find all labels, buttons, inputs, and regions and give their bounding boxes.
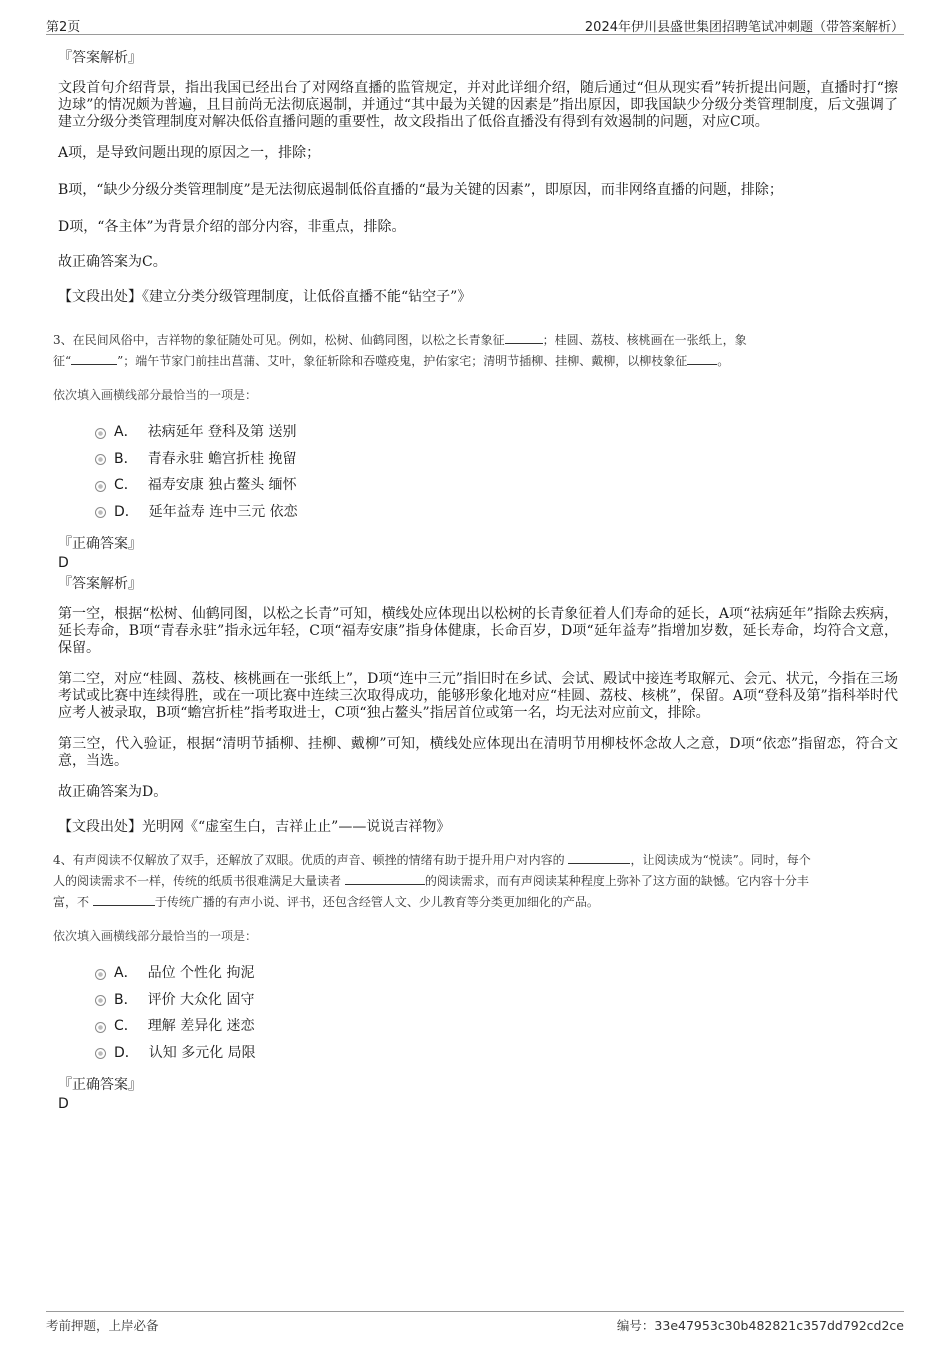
question-text: ；桂圆、荔枝、核桃画在一张纸上，象 xyxy=(542,333,747,347)
analysis-heading: 『答案解析』 xyxy=(58,576,142,592)
radio-icon[interactable] xyxy=(95,507,106,518)
question-text: 于传统广播的有声小说、评书，还包含经管人文、少儿教育等分类更加细化的产品。 xyxy=(154,895,599,909)
option-a[interactable] xyxy=(95,418,898,445)
question-text: ，让阅读成为“悦读”。同时，每个 xyxy=(630,853,811,867)
option-text: 青春永驻 蟾宫折桂 挽留 xyxy=(147,450,297,467)
option-c[interactable] xyxy=(95,471,898,498)
option-text: 品位 个性化 拘泥 xyxy=(147,965,255,982)
document-title: 2024年伊川县盛世集团招聘笔试冲刺题（带答案解析） xyxy=(584,20,904,35)
option-letter: D． xyxy=(114,503,139,520)
question-text: 的阅读需求，而有声阅读某种程度上弥补了这方面的缺憾。它内容十分丰 xyxy=(424,874,809,888)
question-3 xyxy=(53,330,898,836)
source-citation: 【文段出处】《建立分类分级管理制度，让低俗直播不能“钻空子”》 xyxy=(58,289,472,305)
option-letter: C． xyxy=(114,477,138,494)
option-text: 评价 大众化 固守 xyxy=(147,991,255,1008)
option-letter: C． xyxy=(114,1018,138,1035)
question-text: 富，不 xyxy=(53,895,93,909)
document-id: 编号：33e47953c30b482821c357dd792cd2ce xyxy=(616,1318,904,1333)
option-b[interactable] xyxy=(95,986,898,1013)
analysis-paragraph: 文段首句介绍背景，指出我国已经出台了对网络直播的监管规定，并对此详细介绍，随后通过“但从现实看”转折提出问题，直播时打“擦边球”的情况颇为普遍，且目前尚无法彻底遏制，并通过“其中最为关键的因素是”指出原因，即我国缺少分级分类管理制度，后文强调了建立分级分类管理制度对解决低俗直播问题的重要性，故文段指出了低俗直播没有得到有效遏制的问题，对应C项。 xyxy=(58,80,898,130)
question-text: ”；端午节家门前挂出菖蒲、艾叶，象征斩除和吞噬疫鬼，护佑家宅；清明节插柳、挂柳、戴柳，以柳枝象征 xyxy=(117,354,688,368)
answer-blank xyxy=(71,352,117,365)
question-prompt: 依次填入画横线部分最恰当的一项是： xyxy=(53,388,258,402)
option-text: 祛病延年 登科及第 送别 xyxy=(147,424,297,441)
footer-slogan: 考前押题，上岸必备 xyxy=(46,1318,159,1333)
answer-blank xyxy=(505,331,543,344)
answer-blank xyxy=(568,851,630,864)
analysis-paragraph: 第三空，代入验证，根据“清明节插柳、挂柳、戴柳”可知，横线处应体现出在清明节用柳枝怀念故人之意，D项“依恋”指留恋，符合文意，当选。 xyxy=(58,736,898,769)
radio-icon[interactable] xyxy=(95,1048,106,1059)
option-list xyxy=(95,418,898,524)
question-text: 人的阅读需求不一样，传统的纸质书很难满足大量读者 xyxy=(53,874,345,888)
option-text: 福寿安康 独占鳌头 缅怀 xyxy=(147,477,297,494)
analysis-heading: 『答案解析』 xyxy=(58,50,142,66)
option-a[interactable] xyxy=(95,959,898,986)
radio-icon[interactable] xyxy=(95,969,106,980)
option-c[interactable] xyxy=(95,1012,898,1039)
analysis-paragraph: 第二空，对应“桂圆、荔枝、核桃画在一张纸上”，D项“连中三元”指旧时在乡试、会试、殿试中接连考取解元、会元、状元，今指在三场考试或比赛中连续得胜，或在一项比赛中连续三次取得成功，能够形象化地对应“桂圆、荔枝、核桃”，保留。A项“登科及第”指科举时代应考人被录取，B项“蟾宫折桂”指考取进士，C项“独占鳌头”指居首位或第一名，均无法对应前文，排除。 xyxy=(58,671,898,721)
answer-blank xyxy=(345,872,425,885)
question-prompt: 依次填入画横线部分最恰当的一项是： xyxy=(53,929,258,943)
main-content xyxy=(53,48,898,1113)
radio-icon[interactable] xyxy=(95,428,106,439)
question-text: 。 xyxy=(717,354,730,368)
correct-answer: D xyxy=(58,555,69,571)
option-letter: B． xyxy=(114,450,138,467)
option-letter: A． xyxy=(114,424,138,441)
analysis-conclusion: 故正确答案为C。 xyxy=(58,254,167,270)
question-text: 征“ xyxy=(53,354,72,368)
option-letter: D． xyxy=(114,1044,139,1061)
option-b[interactable] xyxy=(95,445,898,472)
option-text: 理解 差异化 迷恋 xyxy=(147,1018,255,1035)
answer-heading: 『正确答案』 xyxy=(58,1077,142,1093)
option-text: 认知 多元化 局限 xyxy=(148,1044,256,1061)
radio-icon[interactable] xyxy=(95,481,106,492)
option-d[interactable] xyxy=(95,1039,898,1066)
analysis-paragraph: 第一空，根据“松树、仙鹤同图，以松之长青”可知，横线处应体现出以松树的长青象征着人们寿命的延长，A项“祛病延年”指除去疾病，延长寿命，B项“青春永驻”指永远年轻，C项“福寿安康”指身体健康，长命百岁，D项“延年益寿”指增加岁数，延长寿命，均符合文意，保留。 xyxy=(58,606,898,656)
option-d[interactable] xyxy=(95,498,898,525)
analysis-paragraph: B项，“缺少分级分类管理制度”是无法彻底遏制低俗直播的“最为关键的因素”，即原因，而非网络直播的问题，排除； xyxy=(58,182,783,198)
question-text: 4、有声阅读不仅解放了双手，还解放了双眼。优质的声音、顿挫的情绪有助于提升用户对内容的 xyxy=(53,853,569,867)
correct-answer: D xyxy=(58,1096,69,1112)
answer-blank xyxy=(687,352,717,365)
analysis-conclusion: 故正确答案为D。 xyxy=(58,784,168,800)
analysis-paragraph: A项，是导致问题出现的原因之一，排除； xyxy=(58,145,321,161)
option-text: 延年益寿 连中三元 依恋 xyxy=(148,503,298,520)
option-list xyxy=(95,959,898,1065)
question-stem xyxy=(53,850,898,913)
answer-heading: 『正确答案』 xyxy=(58,536,142,552)
radio-icon[interactable] xyxy=(95,995,106,1006)
option-letter: A． xyxy=(114,965,138,982)
question-stem xyxy=(53,330,898,372)
radio-icon[interactable] xyxy=(95,454,106,465)
page-footer xyxy=(46,1311,904,1336)
page-header xyxy=(46,14,904,35)
option-letter: B． xyxy=(114,991,138,1008)
radio-icon[interactable] xyxy=(95,1022,106,1033)
question-4 xyxy=(53,850,898,1113)
page-number: 第2页 xyxy=(46,20,81,35)
question-text: 3、在民间风俗中，吉祥物的象征随处可见。例如，松树、仙鹤同图，以松之长青象征 xyxy=(53,333,505,347)
source-citation: 【文段出处】光明网《“虚室生白，吉祥止止”——说说吉祥物》 xyxy=(58,819,451,835)
answer-blank xyxy=(93,893,155,906)
analysis-paragraph: D项，“各主体”为背景介绍的部分内容，非重点，排除。 xyxy=(58,219,406,235)
